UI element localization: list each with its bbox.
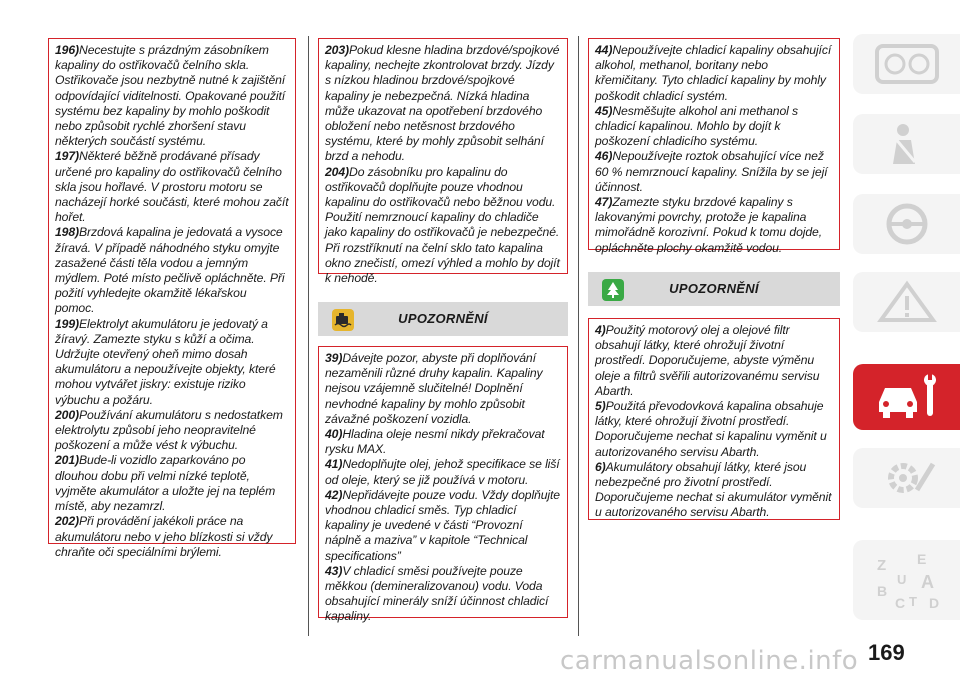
warning-item-number: 39) bbox=[325, 351, 343, 365]
tab-safety[interactable] bbox=[853, 114, 960, 174]
warning-item-text: Pokud klesne hladina brzdové/spojkové kapaliny, nechejte zkontrolovat brzdy. Jízdy s nízkou hladinou brzdové/spojkové kapaliny je nebezpečná. Nízká hladina může ukazovat na opotřebení brzdového obložení nebo netěsnost brzdového systému, které by mohly způsobit selhání brzd a nehodu. bbox=[325, 43, 560, 164]
warning-item bbox=[55, 225, 289, 316]
column-divider-right bbox=[578, 36, 579, 636]
warning-item-text: Nepoužívejte roztok obsahující více než 60 % nemrznoucí kapaliny. Snížila by se její účinnost. bbox=[595, 149, 828, 194]
warning-item-number: 5) bbox=[595, 399, 606, 414]
warning-list-col2-bottom bbox=[325, 351, 561, 625]
page-number: 169 bbox=[868, 640, 905, 665]
warning-list-col1 bbox=[55, 43, 289, 560]
warning-box-col2-top bbox=[318, 38, 568, 286]
svg-text:C: C bbox=[895, 595, 906, 611]
svg-text:T: T bbox=[909, 594, 917, 609]
caution-banner-col2 bbox=[318, 302, 568, 336]
warning-item-text: Nesměšujte alkohol ani methanol s chladicí kapalinou. Mohlo by dojít k poškození chladicího systému. bbox=[595, 103, 799, 149]
tab-servicing-maintenance[interactable] bbox=[853, 364, 960, 430]
warning-item bbox=[595, 323, 833, 399]
svg-text:B: B bbox=[877, 583, 888, 599]
warning-item-text: Některé běžně prodávané přísady určené pro kapaliny do ostřikovačů čelního skla jsou hořlavé. V prostoru motoru se nacházejí horké součásti, které mohou začít hořet. bbox=[55, 149, 289, 225]
watermark: carmanualsonline.info bbox=[560, 646, 859, 676]
warning-item-number: 41) bbox=[325, 457, 343, 472]
warning-item bbox=[325, 351, 561, 427]
warning-item-number: 204) bbox=[325, 164, 349, 179]
warning-item bbox=[595, 195, 833, 256]
warning-item-number: 198) bbox=[55, 225, 79, 240]
warning-item bbox=[595, 460, 833, 521]
warning-item-number: 42) bbox=[325, 487, 343, 502]
svg-text:E: E bbox=[917, 551, 927, 567]
warning-list-col3-bottom bbox=[595, 323, 833, 521]
warning-item-number: 6) bbox=[595, 459, 606, 474]
warning-item bbox=[55, 43, 289, 149]
warning-box-col3-top bbox=[588, 38, 840, 255]
warning-item-text: Použitý motorový olej a olejové filtr obsahují látky, které ohrožují životní prostředí. Doporučujeme, abyste výměnu oleje a filtrů svěřili autorizovanému servisu Abarth. bbox=[595, 323, 820, 398]
warning-item-number: 40) bbox=[325, 427, 343, 442]
warning-item bbox=[595, 149, 833, 195]
warning-item bbox=[325, 427, 561, 457]
dashboard-icon bbox=[873, 42, 941, 86]
warning-item-number: 197) bbox=[55, 149, 79, 164]
car-wrench-icon bbox=[873, 372, 945, 422]
environment-banner-title: UPOZORNĚNÍ bbox=[669, 281, 759, 296]
warning-list-col3-top bbox=[595, 43, 833, 256]
warning-item-number: 199) bbox=[55, 316, 79, 331]
warning-item-number: 200) bbox=[55, 407, 79, 422]
warning-item bbox=[595, 399, 833, 460]
warning-item-text: Dávejte pozor, abyste při doplňování nezaměnili různé druhy kapalin. Kapaliny nejsou vzájemně slučitelné! Doplnění nevhodné kapaliny by mohlo způsobit závažné poškození vozidla. bbox=[325, 351, 543, 426]
column-divider-left bbox=[308, 36, 309, 636]
tab-warning-lights[interactable] bbox=[853, 272, 960, 332]
tab-dashboard[interactable] bbox=[853, 34, 960, 94]
warning-item-number: 45) bbox=[595, 103, 613, 118]
steering-wheel-icon bbox=[873, 202, 941, 246]
warning-item bbox=[55, 514, 289, 560]
warning-item bbox=[55, 408, 289, 454]
svg-text:A: A bbox=[921, 572, 934, 592]
warning-item-number: 4) bbox=[595, 323, 606, 337]
warning-item-number: 196) bbox=[55, 43, 79, 57]
tab-technical-data[interactable] bbox=[853, 448, 960, 508]
seatbelt-icon bbox=[873, 122, 941, 166]
warning-item-text: Nedoplňujte olej, jehož specifikace se liší od oleje, který se již používá v motoru. bbox=[325, 457, 560, 487]
warning-item-text: Elektrolyt akumulátoru je jedovatý a žíravý. Zamezte styku s kůží a očima. Udržujte otevřený oheň mimo dosah akumulátoru a nepoužívejte objekty, které mohou vytvářet jiskry: existuje riziko výbuchu a požáru. bbox=[55, 316, 276, 407]
warning-box-col1 bbox=[48, 38, 296, 559]
warning-item-text: Používání akumulátoru s nedostatkem elektrolytu způsobí jeho neopravitelné poškození a může vést k výbuchu. bbox=[55, 407, 283, 453]
warning-item-text: V chladicí směsi používejte pouze měkkou (demineralizovanou) vodu. Voda obsahující minerály sníží účinnost chladicí kapaliny. bbox=[325, 563, 549, 624]
warning-item-number: 43) bbox=[325, 563, 343, 578]
warning-item-number: 46) bbox=[595, 149, 613, 164]
warning-item-number: 202) bbox=[55, 514, 79, 529]
warning-item bbox=[325, 488, 561, 564]
warning-item bbox=[325, 564, 561, 625]
caution-banner-title: UPOZORNĚNÍ bbox=[398, 311, 488, 326]
warning-item bbox=[595, 104, 833, 150]
warning-item-number: 47) bbox=[595, 195, 613, 210]
warning-item bbox=[325, 43, 561, 165]
warning-item-number: 201) bbox=[55, 453, 79, 468]
tab-starting-driving[interactable] bbox=[853, 194, 960, 254]
warning-item-text: Do zásobníku pro kapalinu do ostřikovačů doplňujte pouze vhodnou kapalinu do ostřikovačů nebo běžnou vodu. Použití nemrznoucí kapaliny do chladiče jako kapaliny do ostřikovačů je nebezpečné. Při rozstříknutí na čelní sklo tato kapalina okno znečistí, omezí výhled a mohlo by dojít k nehodě. bbox=[325, 164, 560, 286]
warning-item-text: Nepřidávejte pouze vodu. Vždy doplňujte vhodnou chladicí směs. Typ chladicí kapaliny je uvedené v části “Provozní náplně a maziva” v kapitole “Technical specifications” bbox=[325, 487, 560, 563]
warning-item-text: Hladina oleje nesmí nikdy překračovat rysku MAX. bbox=[325, 427, 545, 457]
svg-text:Z: Z bbox=[877, 557, 887, 574]
warning-list-col2-top bbox=[325, 43, 561, 286]
warning-item bbox=[595, 43, 833, 104]
warning-item bbox=[55, 149, 289, 225]
warning-item-text: Použitá převodovková kapalina obsahuje látky, které ohrožují životní prostředí. Doporučujeme nechat si kapalinu vyměnit u autorizovaného servisu Abarth. bbox=[595, 399, 827, 459]
warning-item-text: Necestujte s prázdným zásobníkem kapaliny do ostřikovačů čelního skla. Ostřikovače jsou nezbytně nutné k zajištění odpovídající viditelnosti. Opakované použití systému bez kapaliny by mohlo poškodit nebo způsobit rychlé zhoršení stavu některých součástí systému. bbox=[55, 43, 286, 149]
warning-item bbox=[55, 317, 289, 408]
warning-item bbox=[55, 453, 289, 514]
warning-box-col2-bottom bbox=[318, 346, 568, 624]
warning-box-col3-bottom bbox=[588, 318, 840, 520]
svg-text:D: D bbox=[929, 595, 940, 611]
warning-item-text: Bude-li vozidlo zaparkováno po dlouhou dobu při velmi nízké teplotě, vyjměte akumulátor a uložte jej na teplém místě, aby nezamrzl. bbox=[55, 453, 276, 514]
warning-item-number: 203) bbox=[325, 43, 349, 57]
warning-item-text: Brzdová kapalina je jedovatá a vysoce žíravá. V případě náhodného styku omyjte zasažené části těla vodou a jemným mýdlem. Poté místo pečlivě opláchněte. Při požití vyhledejte okamžitě lékařskou pomoc. bbox=[55, 225, 285, 316]
warning-item-number: 44) bbox=[595, 43, 613, 57]
gear-wrench-icon bbox=[873, 456, 941, 500]
tab-index[interactable] bbox=[853, 540, 960, 620]
environment-banner-col3 bbox=[588, 272, 840, 306]
warning-item-text: Zamezte styku brzdové kapaliny s lakovanými povrchy, protože je kapalina mimořádně korozivní. Pokud k tomu dojde, opláchněte plochy okamžitě vodou. bbox=[595, 195, 822, 255]
warning-item bbox=[325, 457, 561, 487]
warning-item-text: Akumulátory obsahují látky, které jsou nebezpečné pro životní prostředí. Doporučujeme nechat si akumulátor vyměnit u autorizovaného servisu Abarth. bbox=[595, 459, 832, 520]
svg-text:U: U bbox=[897, 572, 907, 587]
warning-light-icon bbox=[873, 280, 941, 324]
warning-item bbox=[325, 165, 561, 287]
alphabet-index-icon bbox=[873, 548, 949, 612]
warning-item-text: Nepoužívejte chladicí kapaliny obsahující alkohol, methanol, boritany nebo křemičitany. Tyto chladicí kapaliny by mohly poškodit chladicí systém. bbox=[595, 43, 832, 103]
warning-item-text: Při provádění jakékoli práce na akumulátoru nebo v jeho blízkosti si vždy chraňte oči speciálními brýlemi. bbox=[55, 514, 273, 559]
